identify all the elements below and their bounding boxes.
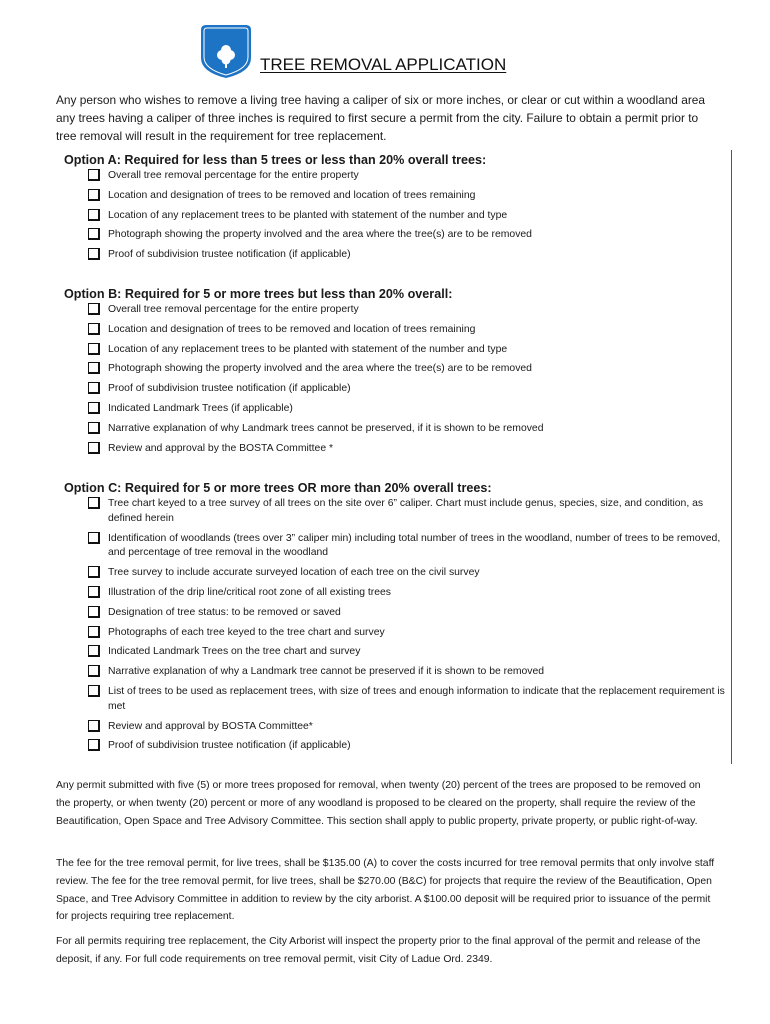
checkbox[interactable] [88,362,100,374]
option-b-section [64,287,731,461]
option-a-title: Option A: Required for less than 5 trees or less than 20% overall trees: [64,153,487,167]
checkbox[interactable] [88,169,100,181]
checklist-item: Overall tree removal percentage for the entire property [88,303,731,318]
checklist-item: Narrative explanation of why Landmark trees cannot be preserved, if it is shown to be removed [88,422,731,437]
checklist-item: Review and approval by the BOSTA Committee * [88,442,731,457]
checkbox[interactable] [88,343,100,355]
checklist-item: Tree survey to include accurate surveyed location of each tree on the civil survey [88,566,731,581]
checkbox[interactable] [88,189,100,201]
option-a-section [64,153,731,268]
checklist-item: Indicated Landmark Trees on the tree chart and survey [88,645,731,660]
checklist-item: Illustration of the drip line/critical root zone of all existing trees [88,586,731,601]
checkbox[interactable] [88,382,100,394]
checklist-item: Photograph showing the property involved and the area where the tree(s) are to be removed [88,228,731,243]
checklist-item: Indicated Landmark Trees (if applicable) [88,402,731,417]
checkbox[interactable] [88,645,100,657]
checkbox[interactable] [88,422,100,434]
checkbox[interactable] [88,685,100,697]
checklist-item: Proof of subdivision trustee notification (if applicable) [88,248,731,263]
requirements-box [56,150,732,764]
option-c-title: Option C: Required for 5 or more trees OR more than 20% overall trees: [64,481,492,495]
checklist-item: Location of any replacement trees to be planted with statement of the number and type [88,343,731,358]
checklist-item: Photograph showing the property involved and the area where the tree(s) are to be removed [88,362,731,377]
checklist-item: Location and designation of trees to be removed and location of trees remaining [88,189,731,204]
checklist-item: Location of any replacement trees to be planted with statement of the number and type [88,209,731,224]
checkbox[interactable] [88,497,100,509]
city-of-ladue-logo [197,22,255,80]
checkbox[interactable] [88,626,100,638]
checklist-item: Proof of subdivision trustee notification (if applicable) [88,739,731,754]
checkbox[interactable] [88,665,100,677]
checklist-item: Location and designation of trees to be removed and location of trees remaining [88,323,731,338]
checkbox[interactable] [88,606,100,618]
intro-paragraph: Any person who wishes to remove a living tree having a caliper of six or more inches, or clear or cut within a woodland area any trees having a caliper of three inches is required to first secure a permit from the city. Failure to obtain a permit prior to tree removal will result in the requirement for tree replacement. [56,93,706,143]
checklist-item: Designation of tree status: to be removed or saved [88,606,731,621]
option-c-section [64,481,731,759]
checkbox[interactable] [88,566,100,578]
checkbox[interactable] [88,402,100,414]
checkbox[interactable] [88,739,100,751]
fee-paragraph: The fee for the tree removal permit, for live trees, shall be $135.00 (A) to cover the costs incurred for tree removal permits that only involve staff review. The fee for the tree removal permit, for live trees, shall be $270.00 (B&C) for projects that require the review of the Beautification, Open Space, and Tree Advisory Committee in addition to review by the city arborist. A $100.00 deposit will be required prior to issuance of the permit for projects requiring tree replacement. [56,858,715,923]
checklist-item: Tree chart keyed to a tree survey of all trees on the site over 6” caliper. Chart must include genus, species, size, and condition, as defined herein [88,497,731,527]
checklist-item: Narrative explanation of why a Landmark tree cannot be preserved if it is shown to be removed [88,665,731,680]
checklist-item: Photographs of each tree keyed to the tree chart and survey [88,626,731,641]
checklist-item: Identification of woodlands (trees over 3” caliper min) including total number of trees in the woodland, number of trees to be removed, and percentage of tree removal in the woodland [88,532,731,562]
checkbox[interactable] [88,532,100,544]
option-b-title: Option B: Required for 5 or more trees but less than 20% overall: [64,287,453,301]
checkbox[interactable] [88,323,100,335]
checkbox[interactable] [88,228,100,240]
checkbox[interactable] [88,248,100,260]
checklist-item: List of trees to be used as replacement trees, with size of trees and enough information to indicate that the replacement requirement is met [88,685,731,715]
checkbox[interactable] [88,442,100,454]
review-paragraph: Any permit submitted with five (5) or more trees proposed for removal, when twenty (20) percent of the trees are proposed to be removed on the property, or when twenty (20) percent or more of any woodland is proposed to be cleared on the property, shall require the review of the Beautification, Open Space and Tree Advisory Committee. This section shall apply to public property, private property, or public right-of-way. [56,780,701,827]
checklist-item: Proof of subdivision trustee notification (if applicable) [88,382,731,397]
page-title: TREE REMOVAL APPLICATION [260,55,507,74]
checkbox[interactable] [88,209,100,221]
checkbox[interactable] [88,720,100,732]
checkbox[interactable] [88,303,100,315]
arborist-paragraph: For all permits requiring tree replacement, the City Arborist will inspect the property prior to the final approval of the permit and release of the deposit, if any. For full code requirements on tree removal permit, visit City of Ladue Ord. 2349. [56,936,701,965]
checkbox[interactable] [88,586,100,598]
checklist-item: Overall tree removal percentage for the entire property [88,169,731,184]
checklist-item: Review and approval by BOSTA Committee* [88,720,731,735]
